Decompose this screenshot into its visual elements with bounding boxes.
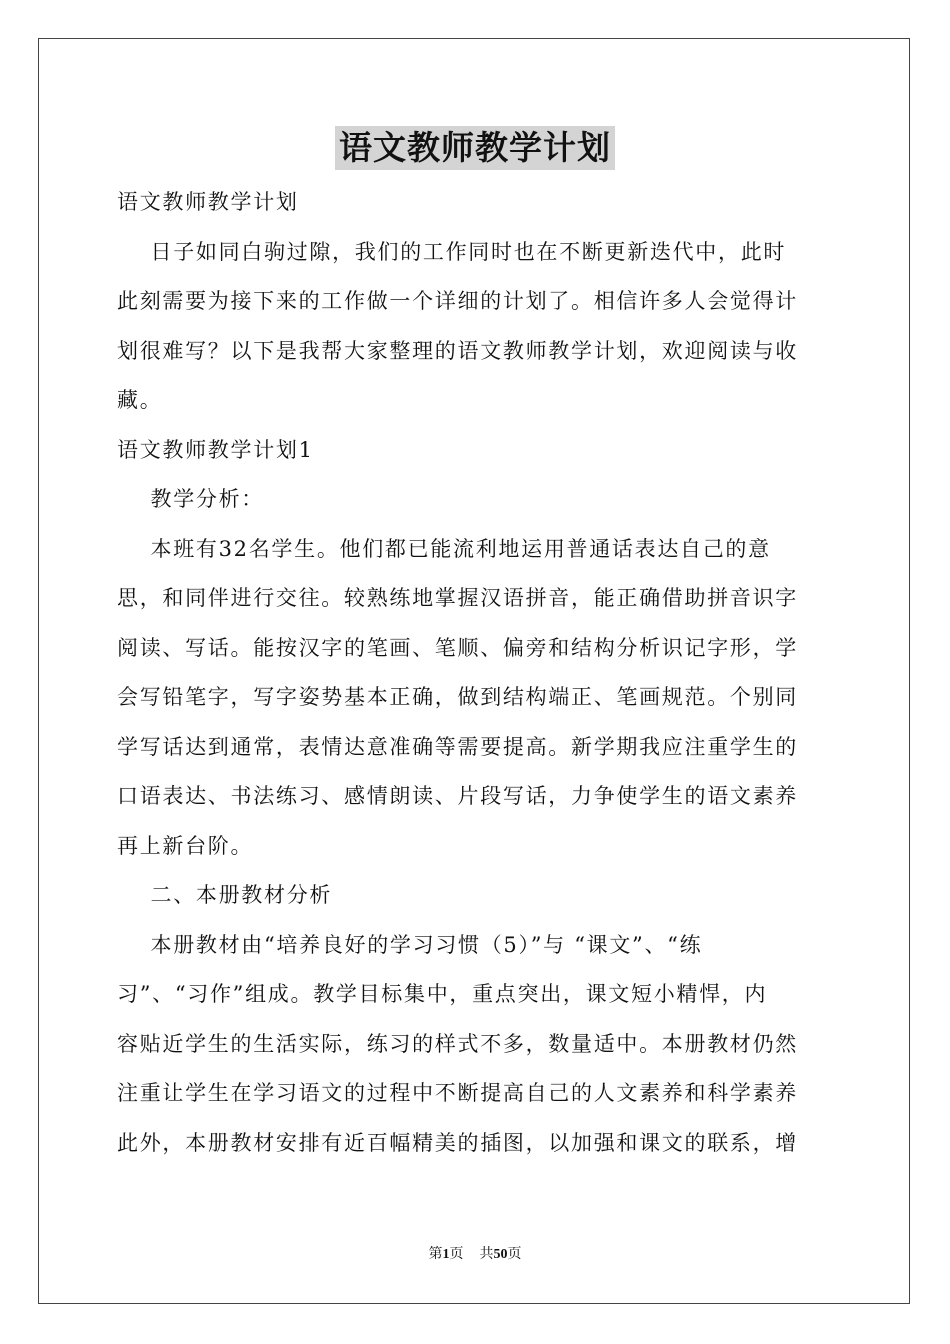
document-body <box>117 178 833 1168</box>
body-line: 划很难写？以下是我帮大家整理的语文教师教学计划，欢迎阅读与收 <box>117 338 798 363</box>
page-prefix: 第 <box>428 1247 443 1262</box>
page-unit: 页 <box>449 1247 464 1262</box>
page-total: 50 <box>493 1247 508 1262</box>
body-line: 阅读、写话。能按汉字的笔画、笔顺、偏旁和结构分析识记字形，学 <box>117 635 798 660</box>
total-unit: 页 <box>507 1247 522 1262</box>
page-footer <box>0 1245 950 1265</box>
document-title: 语文教师教学计划 <box>335 126 615 170</box>
body-line: 日子如同白驹过隙，我们的工作同时也在不断更新迭代中，此时 <box>117 239 787 264</box>
body-line: 教学分析： <box>117 487 265 511</box>
body-line: 藏。 <box>117 388 163 412</box>
body-line: 注重让学生在学习语文的过程中不断提高自己的人文素养和科学素养 <box>117 1081 798 1105</box>
body-line: 本班有32名学生。他们都已能流利地运用普通话表达自己的意 <box>117 536 771 561</box>
body-line: 学写话达到通常，表情达意准确等需要提高。新学期我应注重学生的 <box>117 734 798 759</box>
body-line: 再上新台阶。 <box>117 833 254 858</box>
section-heading: 语文教师教学计划1 <box>117 437 314 462</box>
total-prefix: 共 <box>479 1247 494 1262</box>
body-line: 本册教材由“培养良好的学习习惯（5）”与 “课文”、“练 <box>117 932 703 957</box>
body-line: 语文教师教学计划 <box>117 190 299 214</box>
body-line: 口语表达、书法练习、感情朗读、片段写话，力争使学生的语文素养 <box>117 784 798 808</box>
title-container <box>0 126 950 170</box>
page-current: 1 <box>442 1247 450 1262</box>
body-line: 习”、“习作”组成。教学目标集中，重点突出，课文短小精悍，内 <box>117 982 768 1006</box>
body-line: 二、本册教材分析 <box>117 883 333 907</box>
body-line: 此外，本册教材安排有近百幅精美的插图，以加强和课文的联系，增 <box>117 1130 798 1155</box>
body-line: 会写铅笔字，写字姿势基本正确，做到结构端正、笔画规范。个别同 <box>117 685 798 709</box>
body-line: 思，和同伴进行交往。较熟练地掌握汉语拼音，能正确借助拼音识字 <box>117 586 798 610</box>
body-line: 容贴近学生的生活实际，练习的样式不多，数量适中。本册教材仍然 <box>117 1031 798 1056</box>
body-line: 此刻需要为接下来的工作做一个详细的计划了。相信许多人会觉得计 <box>117 289 798 313</box>
